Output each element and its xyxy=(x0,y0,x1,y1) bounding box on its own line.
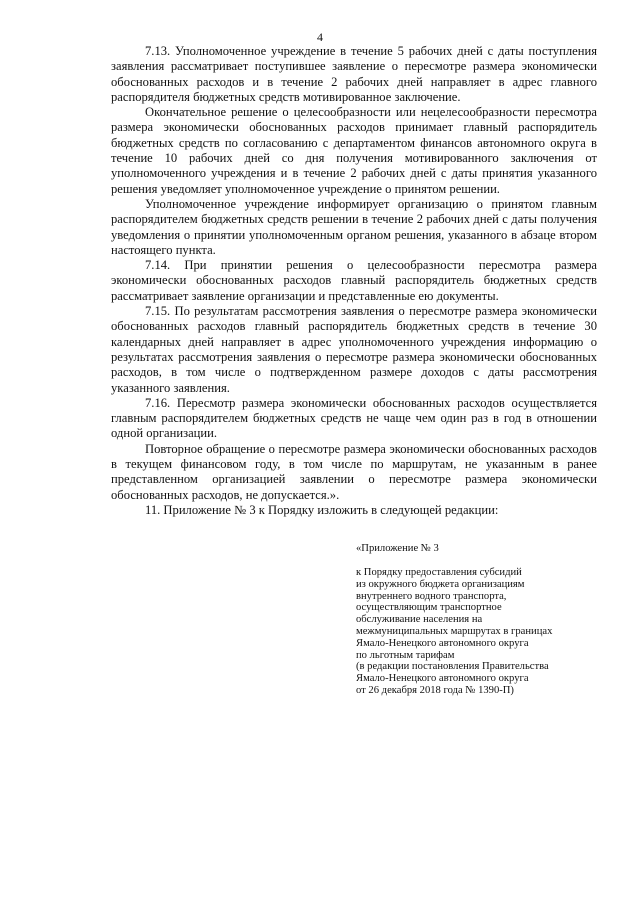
appendix-note-line: Ямало-Ненецкого автономного округа xyxy=(356,637,529,649)
paragraph-11: 11. Приложение № 3 к Порядку изложить в следующей редакции: xyxy=(145,502,499,517)
appendix-note-line: осуществляющим транспортное xyxy=(356,602,502,614)
paragraph-repeat-request: Повторное обращение о пересмотре размера экономически обоснованных расходов в текущем финансовом году, в том числе по маршрутам, не указанным в ранее представленном организацией заявлении о пересмотре размера экономически обоснованных расходов, не допускается.». xyxy=(111,441,597,502)
page-number: 4 xyxy=(317,30,323,44)
document-body xyxy=(111,44,597,518)
appendix-note-line: от 26 декабря 2018 года № 1390-П) xyxy=(356,684,514,696)
paragraph-7-15: 7.15. По результатам рассмотрения заявления о пересмотре размера экономически обоснованных расходов главный распорядитель бюджетных средств в течение 30 календарных дней направляет в адрес уполномоченного учреждения информацию о результатах рассмотрения заявления о пересмотре размера экономически обоснованных расходов, в том числе о подтвержденном размере доходов с даты рассмотрения указанного заявления. xyxy=(111,304,597,395)
appendix-note xyxy=(356,567,626,697)
appendix-note-line: по льготным тарифам xyxy=(356,649,455,661)
paragraph-7-14: 7.14. При принятии решения о целесообразности пересмотра размера экономически обоснованных расходов главный распорядитель бюджетных средств рассматривает заявление организации и представленные ею документы. xyxy=(111,258,597,303)
paragraph-notification: Уполномоченное учреждение информирует организацию о принятом главным распорядителем бюджетных средств решении в течение 2 рабочих дней с даты получения уведомления о принятии уполномоченным органом решения, указанного в абзаце втором настоящего пункта. xyxy=(111,196,597,257)
appendix-note-line: обслуживание населения на xyxy=(356,614,483,626)
appendix-title: «Приложение № 3 xyxy=(356,543,439,554)
appendix-note-line: внутреннего водного транспорта, xyxy=(356,590,507,602)
appendix-note-line: к Порядку предоставления субсидий xyxy=(356,567,522,578)
paragraph-7-13: 7.13. Уполномоченное учреждение в течение 5 рабочих дней с даты поступления заявления рассматривает поступившее заявление о пересмотре размера экономически обоснованных расходов и в течение 2 рабочих дней направляет в адрес главного распорядителя бюджетных средств мотивированное заключение. xyxy=(111,44,597,104)
paragraph-7-16: 7.16. Пересмотр размера экономически обоснованных расходов осуществляется главным распорядителем бюджетных средств не чаще чем один раз в год в отношении одной организации. xyxy=(111,395,597,441)
paragraph-final-decision: Окончательное решение о целесообразности или нецелесообразности пересмотра размера экономически обоснованных расходов принимает главный распорядитель бюджетных средств по согласованию с департаментом финансов автономного округа в течение 10 рабочих дней со дня получения мотивированного заключения от уполномоченного учреждения и в течение 2 рабочих дней с даты принятия указанного решения уведомляет уполномоченное учреждение о принятом решении. xyxy=(111,105,597,196)
appendix-note-line: (в редакции постановления Правительства xyxy=(356,661,549,673)
appendix-note-line: Ямало-Ненецкого автономного округа xyxy=(356,673,529,685)
appendix-note-line: из окружного бюджета организациям xyxy=(356,578,525,590)
appendix-note-line: межмуниципальных маршрутах в границах xyxy=(356,625,553,637)
